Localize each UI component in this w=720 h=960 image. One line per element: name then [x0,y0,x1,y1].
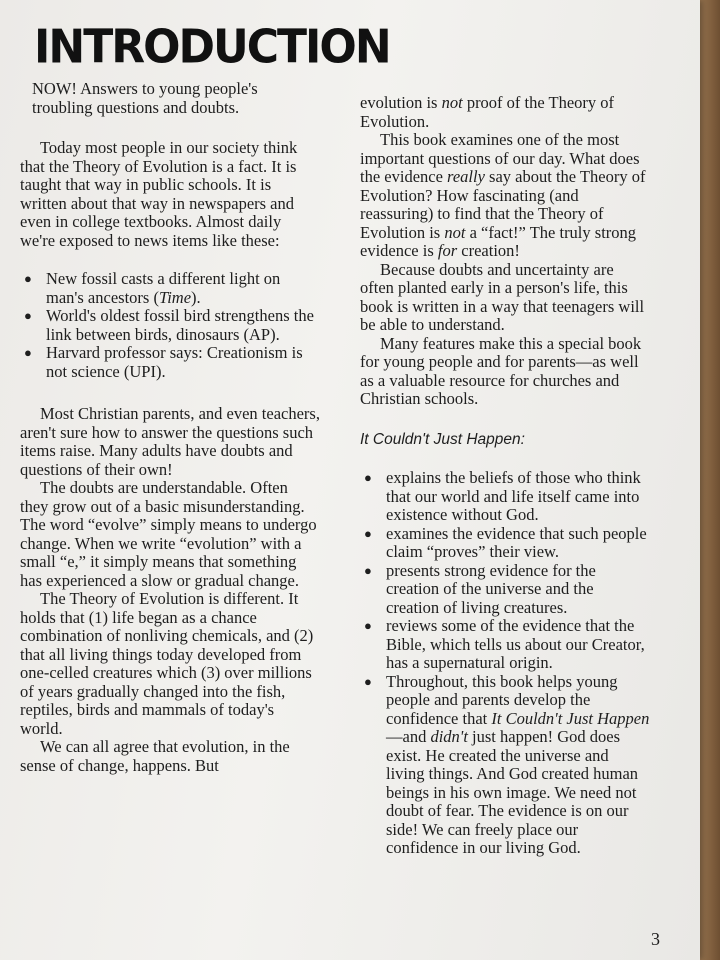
feature-item: ● reviews some of the evidence that the Bible, which tells us about our Creator, has a supernatural origin. [360,617,650,673]
features-list [360,469,650,858]
paragraph-theory: The Theory of Evolution is different. It holds that (1) life began as a chance combination of nonliving chemicals, and (2) that all living things today developed from one-celled creatures which (3) over millions of years gradually changed into the fish, reptiles, birds and mammals of today's world. [20,589,314,738]
left-column [20,80,320,775]
news-item: ● Harvard professor says: Creationism is not science (UPI). [20,344,320,381]
news-item: ● New fossil casts a different light on man's ancestors (Time). [20,270,320,307]
right-column [360,94,650,882]
feature-item: ● presents strong evidence for the creation of the universe and the creation of living creatures. [360,562,650,618]
news-items-list [20,270,320,381]
feature-item: ● explains the beliefs of those who think that our world and life itself came into existence without God. [360,469,650,525]
page-number: 3 [651,929,660,949]
paragraph-examines: This book examines one of the most important questions of our day. What does the evidence really say about the Theory of Evolution? How fascinating (and reassuring) to find that the Theory of Evolution is not a “fact!” The truly strong evidence is for creation! [360,130,646,260]
news-item: ● World's oldest fossil bird strengthens the link between birds, dinosaurs (AP). [20,307,320,344]
page-heading: INTRODUCTION [34,20,390,75]
paragraph-intro: Today most people in our society think that the Theory of Evolution is a fact. It is taught that way in public schools. It is written about that way in newspapers and even in college textbooks. Almost daily we're exposed to news items like these: [20,138,298,250]
tagline: NOW! Answers to young people's troubling questions and doubts. [32,79,258,117]
feature-item: ● Throughout, this book helps young people and parents develop the confidence that It Couldn't Just Happen—and didn't just happen! God does exist. He created the universe and living things. And God created human beings in his own image. We need not doubt of fear. The evidence is on our side! We can freely place our confidence in our living God. [360,673,650,858]
paragraph-continued: evolution is not proof of the Theory of Evolution. [360,93,615,131]
paragraph-features: Many features make this a special book for young people and for parents—as well as a valuable resource for churches and Christian schools. [360,333,642,408]
book-title: It Couldn't Just Happen: [360,430,525,448]
paragraph-agree: We can all agree that evolution, in the sense of change, happens. But [20,737,290,775]
feature-item: ● examines the evidence that such people claim “proves” their view. [360,525,650,562]
paragraph-parents: Most Christian parents, and even teachers, aren't sure how to answer the questions such items raise. Many adults have doubts and questions of their own! [20,404,320,479]
paragraph-doubts: The doubts are understandable. Often they grow out of a basic misunderstanding. The word “evolve” simply means to undergo change. When we write “evolution” with a small “e,” it simply means that something has experienced a slow or gradual change. [20,478,317,590]
paragraph-teenagers: Because doubts and uncertainty are often planted early in a person's life, this book is written in a way that teenagers will be able to understand. [360,259,645,334]
